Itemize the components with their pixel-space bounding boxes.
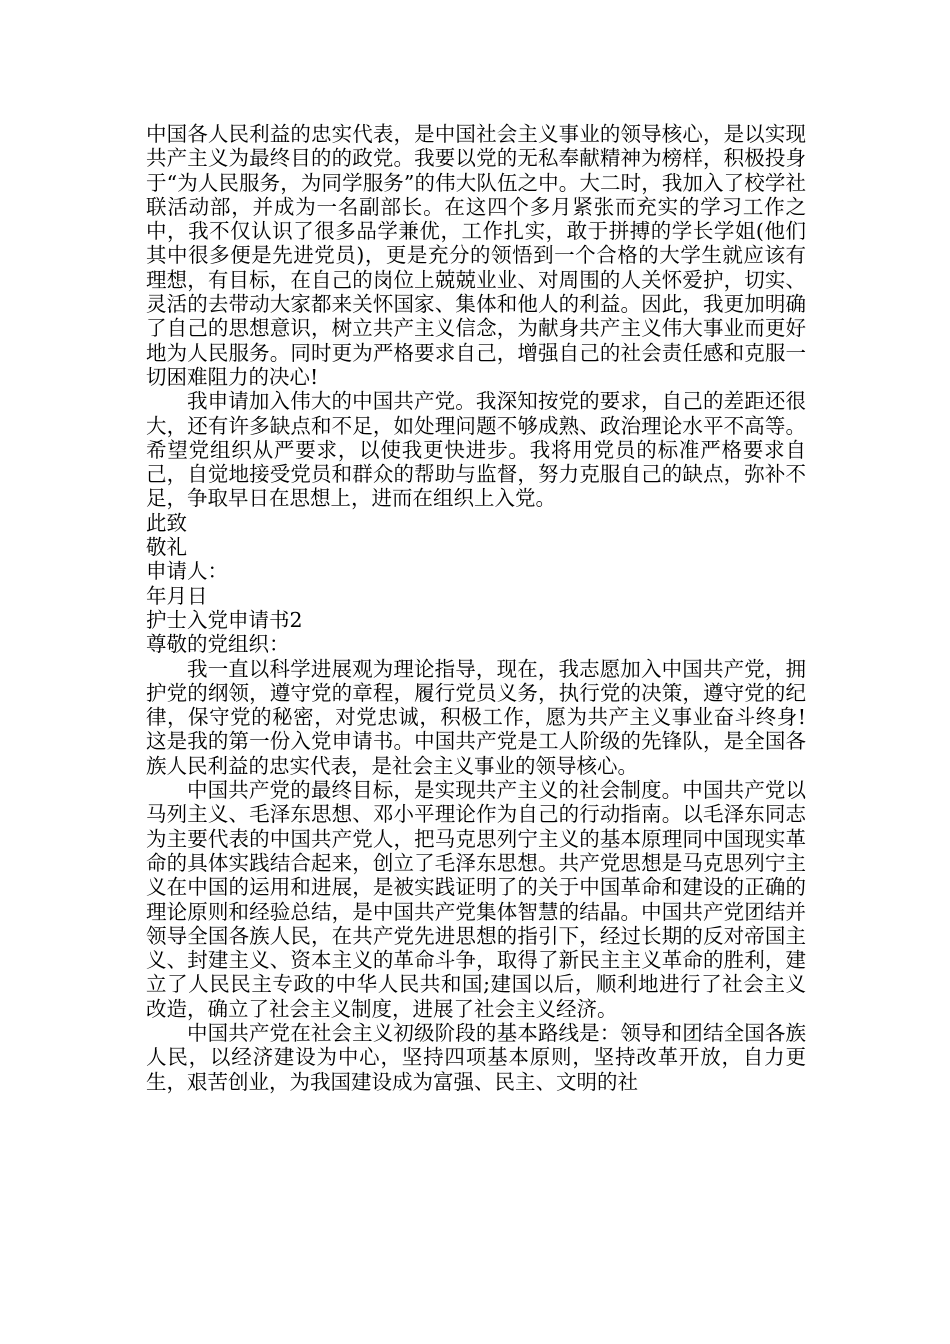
section-title: 护士入党申请书2 xyxy=(146,607,303,632)
date-line: 年月日 xyxy=(146,583,208,608)
paragraph-basic-line: 中国共产党在社会主义初级阶段的基本路线是：领导和团结全国各族人民，以经济建设为中心，坚持四项基本原则，坚持改革开放，自力更生，艰苦创业，为我国建设成为富强、民主、文明的社 xyxy=(146,1020,806,1094)
greeting-line: 尊敬的党组织： xyxy=(146,632,290,657)
document-body xyxy=(146,122,806,1094)
paragraph-continuation: 中国各人民利益的忠实代表，是中国社会主义事业的领导核心，是以实现共产主义为最终目的的政党。我要以党的无私奉献精神为榜样，积极投身于“为人民服务，为同学服务”的伟大队伍之中。大二时，我加入了校学社联活动部，并成为一名副部长。在这四个多月紧张而充实的学习工作之中，我不仅认识了很多品学兼优，工作扎实，敢于拼搏的学长学姐(他们其中很多便是先进党员)，更是充分的领悟到一个合格的大学生就应该有理想，有目标，在自己的岗位上兢兢业业、对周围的人关怀爱护，切实、灵活的去带动大家都来关怀国家、集体和他人的利益。因此，我更加明确了自己的思想意识，树立共产主义信念，为献身共产主义伟大事业而更好地为人民服务。同时更为严格要求自己，增强自己的社会责任感和克服一切困难阻力的决心! xyxy=(146,122,806,389)
paragraph-intro: 我一直以科学进展观为理论指导，现在，我志愿加入中国共产党，拥护党的纲领，遵守党的章程，履行党员义务，执行党的决策，遵守党的纪律，保守党的秘密，对党忠诚，积极工作，愿为共产主义事业奋斗终身!这是我的第一份入党申请书。中国共产党是工人阶级的先锋队，是全国各族人民利益的忠实代表，是社会主义事业的领导核心。 xyxy=(146,656,806,778)
applicant-line: 申请人： xyxy=(146,559,228,584)
paragraph-application: 我申请加入伟大的中国共产党。我深知按党的要求，自己的差距还很大，还有许多缺点和不足，如处理问题不够成熟、政治理论水平不高等。希望党组织从严要求，以使我更快进步。我将用党员的标准严格要求自己，自觉地接受党员和群众的帮助与监督，努力克服自己的缺点，弥补不足，争取早日在思想上，进而在组织上入党。 xyxy=(146,389,806,511)
paragraph-goal: 中国共产党的最终目标，是实现共产主义的社会制度。中国共产党以马列主义、毛泽东思想、邓小平理论作为自己的行动指南。以毛泽东同志为主要代表的中国共产党人，把马克思列宁主义的基本原理同中国现实革命的具体实践结合起来，创立了毛泽东思想。共产党思想是马克思列宁主义在中国的运用和进展，是被实践证明了的关于中国革命和建设的正确的理论原则和经验总结，是中国共产党集体智慧的结晶。中国共产党团结并领导全国各族人民，在共产党先进思想的指引下，经过长期的反对帝国主义、封建主义、资本主义的革命斗争，取得了新民主主义革命的胜利，建立了人民民主专政的中华人民共和国;建国以后，顺利地进行了社会主义改造，确立了社会主义制度，进展了社会主义经济。 xyxy=(146,778,806,1021)
closing-salutation: 此致 xyxy=(146,510,187,535)
closing-regards: 敬礼 xyxy=(146,535,187,560)
